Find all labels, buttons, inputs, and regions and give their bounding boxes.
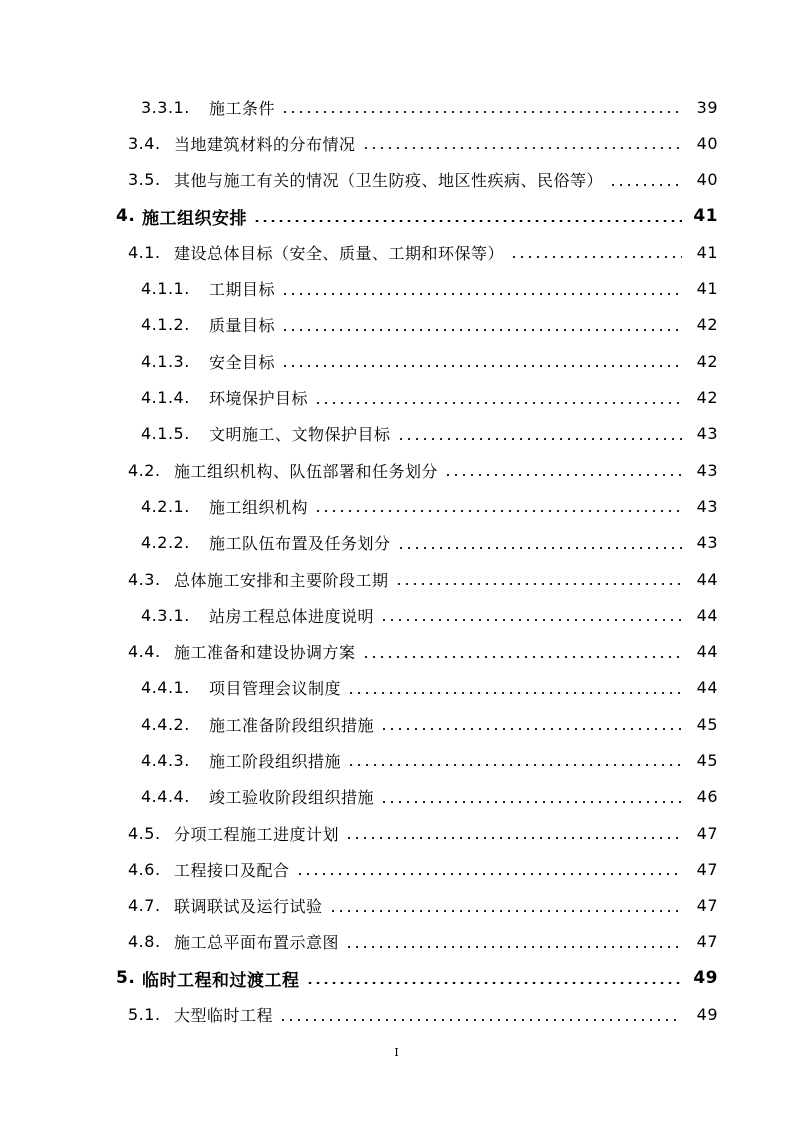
toc-dot-leader: [397, 547, 682, 549]
toc-dot-leader: [281, 365, 682, 367]
table-of-contents: [0, 89, 793, 1033]
toc-entry-title: 竣工验收阶段组织措施: [209, 788, 375, 808]
toc-entry[interactable]: [0, 742, 793, 778]
toc-entry-page-number: 49: [693, 968, 718, 989]
toc-dot-leader: [510, 256, 682, 258]
toc-entry-page-number: 44: [696, 642, 718, 662]
toc-entry[interactable]: [0, 888, 793, 924]
toc-entry[interactable]: [0, 597, 793, 633]
toc-entry-page-number: 47: [696, 932, 718, 952]
toc-entry[interactable]: [0, 488, 793, 524]
toc-entry[interactable]: [0, 525, 793, 561]
toc-entry[interactable]: [0, 924, 793, 960]
toc-entry-page-number: 39: [696, 97, 718, 117]
toc-entry-page-number: 43: [696, 460, 718, 480]
toc-entry-number: 3.4.: [128, 133, 161, 153]
toc-entry[interactable]: [0, 89, 793, 125]
toc-entry-page-number: 44: [696, 605, 718, 625]
toc-entry[interactable]: [0, 270, 793, 306]
toc-entry-title: 施工条件: [209, 98, 276, 118]
toc-entry-number: 4.1.1.: [141, 279, 190, 299]
toc-entry[interactable]: [0, 996, 793, 1032]
toc-entry-number: 4.4.2.: [141, 714, 190, 734]
toc-entry-number: 4.1.5.: [141, 424, 190, 444]
toc-entry-title: 分项工程施工进度计划: [174, 824, 340, 844]
toc-dot-leader: [314, 402, 682, 404]
toc-entry-page-number: 45: [696, 714, 718, 734]
toc-entry-title: 联调联试及运行试验: [174, 897, 323, 917]
toc-dot-leader: [279, 1019, 682, 1021]
toc-dot-leader: [362, 147, 682, 149]
toc-entry-page-number: 47: [696, 859, 718, 879]
toc-dot-leader: [347, 764, 682, 766]
toc-entry-title: 临时工程和过渡工程: [142, 970, 300, 991]
toc-dot-leader: [444, 474, 682, 476]
toc-dot-leader: [253, 220, 682, 222]
toc-dot-leader: [397, 438, 682, 440]
toc-entry-title: 当地建筑材料的分布情况: [174, 134, 356, 154]
toc-entry-title: 施工准备阶段组织措施: [209, 715, 375, 735]
toc-entry[interactable]: [0, 633, 793, 669]
toc-entry-number: 4.3.1.: [141, 605, 190, 625]
toc-entry-number: 4.4.4.: [141, 787, 190, 807]
toc-dot-leader: [345, 837, 682, 839]
toc-entry-number: 4.4.1.: [141, 678, 190, 698]
toc-entry-page-number: 40: [696, 133, 718, 153]
toc-dot-leader: [345, 946, 682, 948]
toc-entry[interactable]: [0, 706, 793, 742]
toc-entry-number: 4.: [116, 206, 136, 227]
toc-entry-title: 施工组织机构: [209, 497, 309, 517]
toc-entry-number: 3.5.: [128, 170, 161, 190]
toc-entry-title: 总体施工安排和主要阶段工期: [174, 570, 389, 590]
toc-entry[interactable]: [0, 416, 793, 452]
toc-entry-number: 4.7.: [128, 896, 161, 916]
toc-entry-page-number: 40: [696, 170, 718, 190]
toc-dot-leader: [395, 583, 682, 585]
toc-entry-page-number: 44: [696, 569, 718, 589]
toc-dot-leader: [281, 329, 682, 331]
toc-entry[interactable]: [0, 343, 793, 379]
toc-entry-number: 4.4.3.: [141, 750, 190, 770]
toc-dot-leader: [314, 510, 682, 512]
toc-entry-page-number: 47: [696, 823, 718, 843]
toc-entry-number: 4.2.1.: [141, 496, 190, 516]
toc-entry-title: 工期目标: [209, 280, 276, 300]
toc-entry-title: 工程接口及配合: [174, 860, 290, 880]
toc-entry-number: 4.1.4.: [141, 388, 190, 408]
toc-entry-title: 施工阶段组织措施: [209, 751, 342, 771]
toc-dot-leader: [380, 728, 682, 730]
toc-entry-number: 4.2.: [128, 460, 161, 480]
toc-entry-number: 4.1.: [128, 242, 161, 262]
toc-entry-page-number: 41: [696, 242, 718, 262]
toc-entry[interactable]: [0, 198, 793, 234]
toc-entry-title: 文明施工、文物保护目标: [209, 425, 391, 445]
toc-entry-title: 施工准备和建设协调方案: [174, 643, 356, 663]
toc-entry-page-number: 47: [696, 896, 718, 916]
page-footer-number: I: [394, 1046, 399, 1059]
toc-entry[interactable]: [0, 670, 793, 706]
toc-entry-number: 4.8.: [128, 932, 161, 952]
toc-entry-page-number: 43: [696, 424, 718, 444]
toc-dot-leader: [281, 111, 682, 113]
toc-entry[interactable]: [0, 234, 793, 270]
toc-entry-page-number: 42: [696, 388, 718, 408]
toc-entry-title: 大型临时工程: [174, 1006, 274, 1026]
toc-entry-title: 环境保护目标: [209, 389, 309, 409]
toc-entry-title: 施工组织安排: [142, 208, 247, 229]
toc-entry[interactable]: [0, 125, 793, 161]
toc-entry-title: 施工队伍布置及任务划分: [209, 534, 391, 554]
toc-entry-number: 4.4.: [128, 642, 161, 662]
toc-entry-number: 4.6.: [128, 859, 161, 879]
toc-dot-leader: [347, 692, 682, 694]
toc-entry[interactable]: [0, 561, 793, 597]
toc-entry-title: 建设总体目标（安全、质量、工期和环保等）: [174, 243, 505, 263]
toc-entry-page-number: 49: [696, 1005, 718, 1025]
toc-entry-number: 5.: [116, 968, 136, 989]
toc-entry[interactable]: [0, 851, 793, 887]
toc-entry[interactable]: [0, 162, 793, 198]
toc-entry-number: 4.5.: [128, 823, 161, 843]
toc-entry-page-number: 41: [693, 206, 718, 227]
toc-entry-page-number: 44: [696, 678, 718, 698]
toc-entry-title: 站房工程总体进度说明: [209, 606, 375, 626]
toc-entry[interactable]: [0, 452, 793, 488]
toc-entry-title: 项目管理会议制度: [209, 679, 342, 699]
toc-entry-title: 其他与施工有关的情况（卫生防疫、地区性疾病、民俗等）: [174, 171, 604, 191]
toc-entry[interactable]: [0, 307, 793, 343]
toc-entry[interactable]: [0, 779, 793, 815]
toc-entry[interactable]: [0, 379, 793, 415]
toc-entry-number: 4.2.2.: [141, 533, 190, 553]
toc-entry-title: 质量目标: [209, 316, 276, 336]
toc-dot-leader: [609, 184, 682, 186]
toc-dot-leader: [296, 873, 682, 875]
toc-entry-title: 施工组织机构、队伍部署和任务划分: [174, 461, 439, 481]
toc-entry-number: 4.1.2.: [141, 315, 190, 335]
toc-entry-title: 施工总平面布置示意图: [174, 933, 340, 953]
toc-entry-page-number: 46: [696, 787, 718, 807]
toc-entry-page-number: 45: [696, 750, 718, 770]
toc-entry[interactable]: [0, 815, 793, 851]
toc-entry-page-number: 41: [696, 279, 718, 299]
toc-entry-number: 4.1.3.: [141, 351, 190, 371]
toc-dot-leader: [329, 910, 682, 912]
toc-dot-leader: [362, 656, 682, 658]
toc-entry-number: 4.3.: [128, 569, 161, 589]
toc-entry-number: 5.1.: [128, 1005, 161, 1025]
toc-dot-leader: [380, 619, 682, 621]
toc-entry-page-number: 43: [696, 496, 718, 516]
toc-entry[interactable]: [0, 960, 793, 996]
toc-dot-leader: [380, 801, 682, 803]
toc-entry-page-number: 43: [696, 533, 718, 553]
toc-entry-page-number: 42: [696, 351, 718, 371]
toc-entry-number: 3.3.1.: [141, 97, 190, 117]
toc-entry-page-number: 42: [696, 315, 718, 335]
toc-entry-title: 安全目标: [209, 352, 276, 372]
toc-dot-leader: [306, 982, 683, 984]
toc-dot-leader: [281, 293, 682, 295]
